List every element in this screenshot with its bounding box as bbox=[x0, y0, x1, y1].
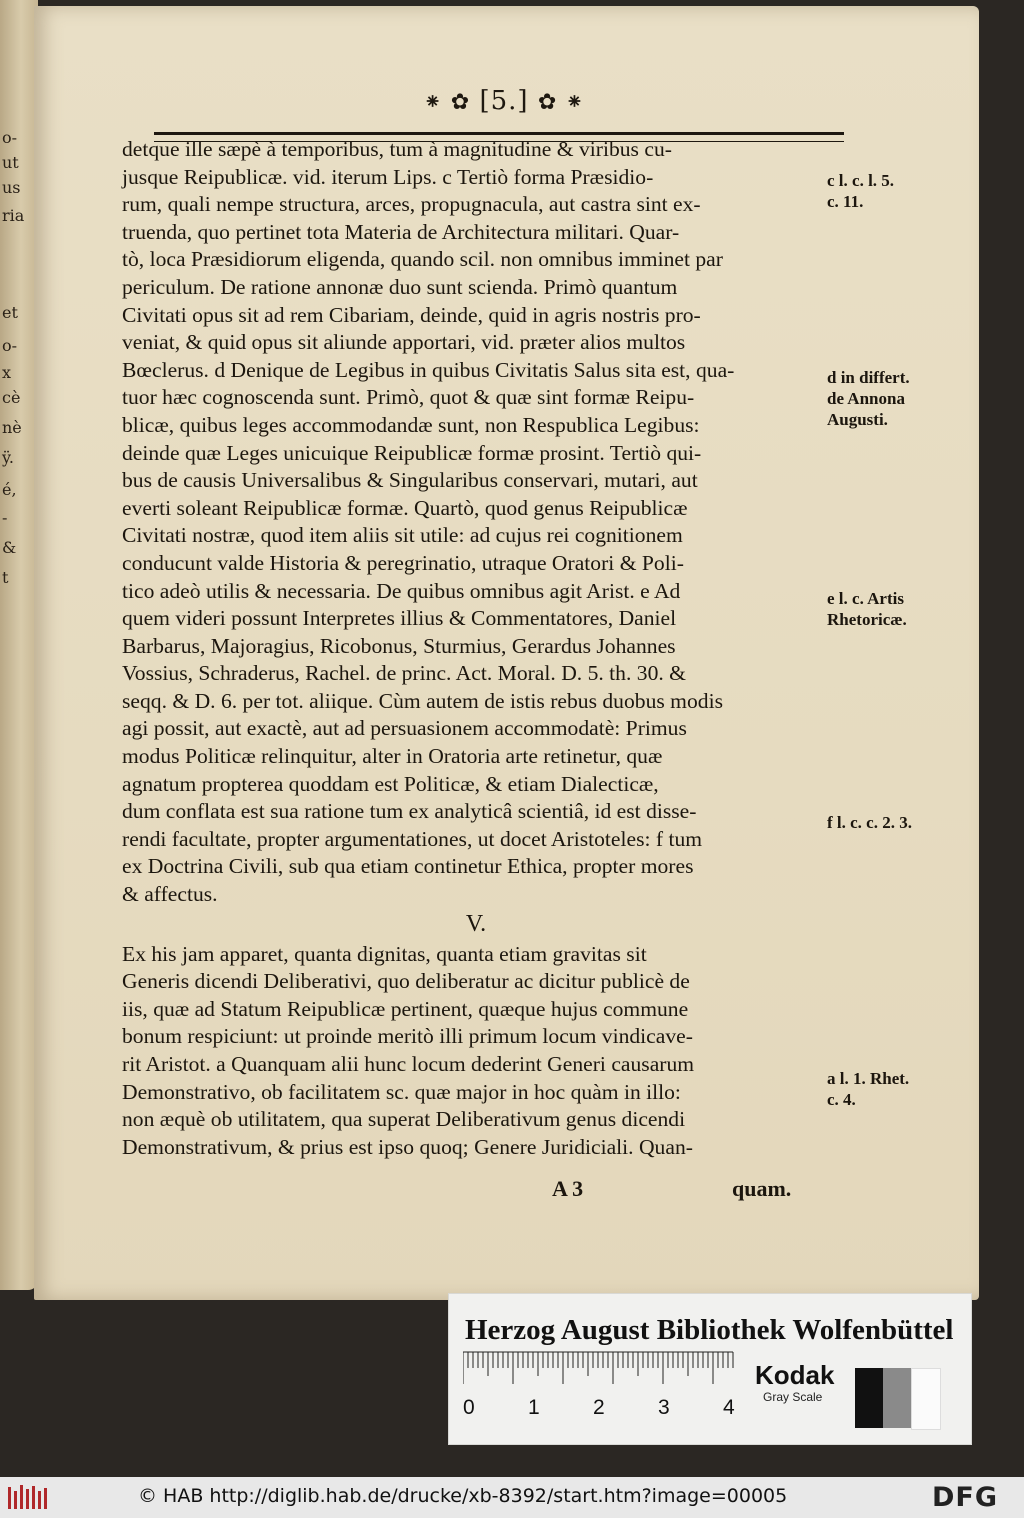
margin-note bbox=[827, 1068, 967, 1110]
facing-page-fragment: t bbox=[2, 568, 9, 587]
text-line: ex Doctrina Civili, sub qua etiam continetur Ethica, propter mores bbox=[122, 854, 694, 879]
gray-swatch-white bbox=[911, 1368, 941, 1430]
margin-note bbox=[827, 812, 967, 833]
text-line: tico adeò utilis & necessaria. De quibus omnibus agit Arist. e Ad bbox=[122, 578, 681, 603]
page-header bbox=[404, 86, 604, 126]
margin-note bbox=[827, 170, 967, 212]
scale-ruler bbox=[463, 1350, 753, 1430]
text-line: Bœclerus. d Denique de Legibus in quibus Civitatis Salus sita est, qua- bbox=[122, 357, 735, 382]
margin-note-line: Rhetoricæ. bbox=[827, 610, 907, 629]
text-line: agi possit, aut exactè, aut ad persuasionem accommodatè: Primus bbox=[122, 716, 687, 741]
text-line: quem videri possunt Interpretes illius & Commentatores, Daniel bbox=[122, 606, 677, 631]
hab-logo-icon bbox=[6, 1483, 50, 1513]
text-line: truenda, quo pertinet tota Materia de Architectura militari. Quar- bbox=[122, 219, 680, 244]
library-label bbox=[448, 1293, 972, 1445]
facing-page-fragment: us bbox=[2, 178, 21, 197]
facing-page-fragment: nè bbox=[2, 418, 22, 437]
ruler-number: 1 bbox=[528, 1396, 540, 1419]
viewer-footer bbox=[0, 1477, 1024, 1518]
margin-note-line: c. 11. bbox=[827, 192, 864, 211]
facing-page-fragment: o- bbox=[2, 128, 18, 147]
text-line: veniat, & quid opus sit aliunde apportari, vid. præter alios multos bbox=[122, 330, 686, 355]
text-line: Generis dicendi Deliberativi, quo deliberatur ac dicitur publicè de bbox=[122, 969, 690, 994]
facing-page-fragment: et bbox=[2, 303, 18, 322]
catchword: quam. bbox=[732, 1176, 792, 1201]
text-line: rum, quali nempe structura, arces, propugnacula, aut castra sint ex- bbox=[122, 192, 701, 217]
margin-note-line: c l. c. l. 5. bbox=[827, 171, 895, 190]
margin-note-line: de Annona bbox=[827, 389, 905, 408]
margin-note-line: a l. 1. Rhet. bbox=[827, 1069, 910, 1088]
folio-number: [5.] bbox=[479, 86, 529, 116]
text-line: Demonstrativum, & prius est ipso quoq; Genere Juridiciali. Quan- bbox=[122, 1134, 693, 1159]
text-line: tò, loca Præsidiorum eligenda, quando scil. non omnibus imminet par bbox=[122, 247, 723, 272]
facing-page-fragment: o- bbox=[2, 336, 18, 355]
text-line: detque ille sæpè à temporibus, tum à magnitudine & viribus cu- bbox=[122, 137, 672, 161]
margin-note bbox=[827, 367, 967, 430]
text-line: jusque Reipublicæ. vid. iterum Lips. c Tertiò forma Præsidio- bbox=[122, 164, 654, 189]
text-line: iis, quæ ad Statum Reipublicæ pertinent, quæque hujus commune bbox=[122, 996, 689, 1021]
text-line: bonum respiciunt: ut proinde meritò illi primum locum vindicave- bbox=[122, 1024, 693, 1049]
margin-note-line: Augusti. bbox=[827, 410, 888, 429]
text-line: modus Politicæ relinquitur, alter in Oratoria arte retinetur, quæ bbox=[122, 744, 663, 769]
header-ornament-left: ⁕ ✿ bbox=[423, 90, 471, 115]
header-ornament-right: ✿ ⁕ bbox=[537, 90, 585, 115]
text-line: Demonstrativo, ob facilitatem sc. quæ major in hoc quàm in illo: bbox=[122, 1079, 681, 1104]
text-line: & affectus. bbox=[122, 882, 218, 907]
signature-mark: A 3 bbox=[552, 1176, 584, 1201]
gray-scale-caption: Gray Scale bbox=[763, 1390, 823, 1404]
facing-page-fragment: ut bbox=[2, 153, 19, 172]
text-line: dum conflata est sua ratione tum ex analyticâ scientiâ, id est disse- bbox=[122, 799, 697, 824]
section-heading: V. bbox=[465, 910, 487, 937]
facing-page-fragment: é, bbox=[2, 480, 17, 499]
facing-page-fragment: ria bbox=[2, 206, 25, 225]
margin-note-line: e l. c. Artis bbox=[827, 589, 904, 608]
facing-page-fragment: x bbox=[2, 363, 12, 382]
text-line: Civitati nostræ, quod item aliis sit utile: ad cujus rei cognitionem bbox=[122, 523, 683, 548]
library-title: Herzog August Bibliothek Wolfenbüttel bbox=[465, 1314, 954, 1346]
margin-note bbox=[827, 588, 967, 630]
text-line: Civitati opus sit ad rem Cibariam, deinde, quid in agris nostris pro- bbox=[122, 302, 701, 327]
page-body-text bbox=[122, 136, 820, 1161]
facing-page-fragment: ÿ. bbox=[2, 448, 14, 467]
ruler-number: 3 bbox=[658, 1396, 670, 1419]
copyright-url[interactable]: © HAB http://diglib.hab.de/drucke/xb-8392/start.htm?image=00005 bbox=[138, 1485, 788, 1507]
margin-note-line: f l. c. c. 2. 3. bbox=[827, 813, 912, 832]
text-line: agnatum propterea quoddam est Politicæ, & etiam Dialecticæ, bbox=[122, 771, 659, 796]
text-line: everti soleant Reipublicæ formæ. Quartò, quod genus Reipublicæ bbox=[122, 495, 688, 520]
ruler-number: 4 bbox=[723, 1396, 735, 1419]
facing-page-fragment: cè bbox=[2, 388, 21, 407]
gray-swatch-mid bbox=[883, 1368, 911, 1428]
gray-swatch-black bbox=[855, 1368, 883, 1428]
text-line: rendi facultate, propter argumentationes, ut docet Aristoteles: f tum bbox=[122, 826, 703, 851]
text-line: seqq. & D. 6. per tot. aliique. Cùm autem de istis rebus duobus modis bbox=[122, 688, 723, 713]
kodak-logo-text: Kodak bbox=[755, 1360, 835, 1390]
ruler-number: 0 bbox=[463, 1396, 475, 1419]
text-line: deinde quæ Leges unicuique Reipublicæ formæ prosint. Tertiò qui- bbox=[122, 440, 702, 465]
dfg-logo: DFG bbox=[932, 1482, 999, 1513]
ruler-number: 2 bbox=[593, 1396, 605, 1419]
margin-note-line: d in differt. bbox=[827, 368, 910, 387]
text-line: blicæ, quibus leges accommodandæ sunt, non Respublica Legibus: bbox=[122, 412, 700, 437]
margin-note-line: c. 4. bbox=[827, 1090, 856, 1109]
text-line: periculum. De ratione annonæ duo sunt scienda. Primò quantum bbox=[122, 274, 678, 299]
text-line: conducunt valde Historia & peregrinatio, utraque Oratori & Poli- bbox=[122, 550, 684, 575]
text-line: rit Aristot. a Quanquam alii hunc locum dederint Generi causarum bbox=[122, 1052, 695, 1076]
text-line: Ex his jam apparet, quanta dignitas, quanta etiam gravitas sit bbox=[122, 941, 647, 966]
text-line: tuor hæc cognoscenda sunt. Primò, quot & quæ sint formæ Reipu- bbox=[122, 385, 695, 410]
text-line: Barbarus, Majoragius, Ricobonus, Sturmius, Gerardus Johannes bbox=[122, 633, 676, 658]
facing-page-fragment: - bbox=[2, 508, 8, 527]
text-line: Vossius, Schraderus, Rachel. de princ. Act. Moral. D. 5. th. 30. & bbox=[122, 661, 686, 686]
text-line: non æquè ob utilitatem, qua superat Deliberativum genus dicendi bbox=[122, 1107, 686, 1132]
facing-page-fragment: & bbox=[2, 538, 17, 557]
text-line: bus de causis Universalibus & Singularibus conservari, mutari, aut bbox=[122, 468, 698, 493]
